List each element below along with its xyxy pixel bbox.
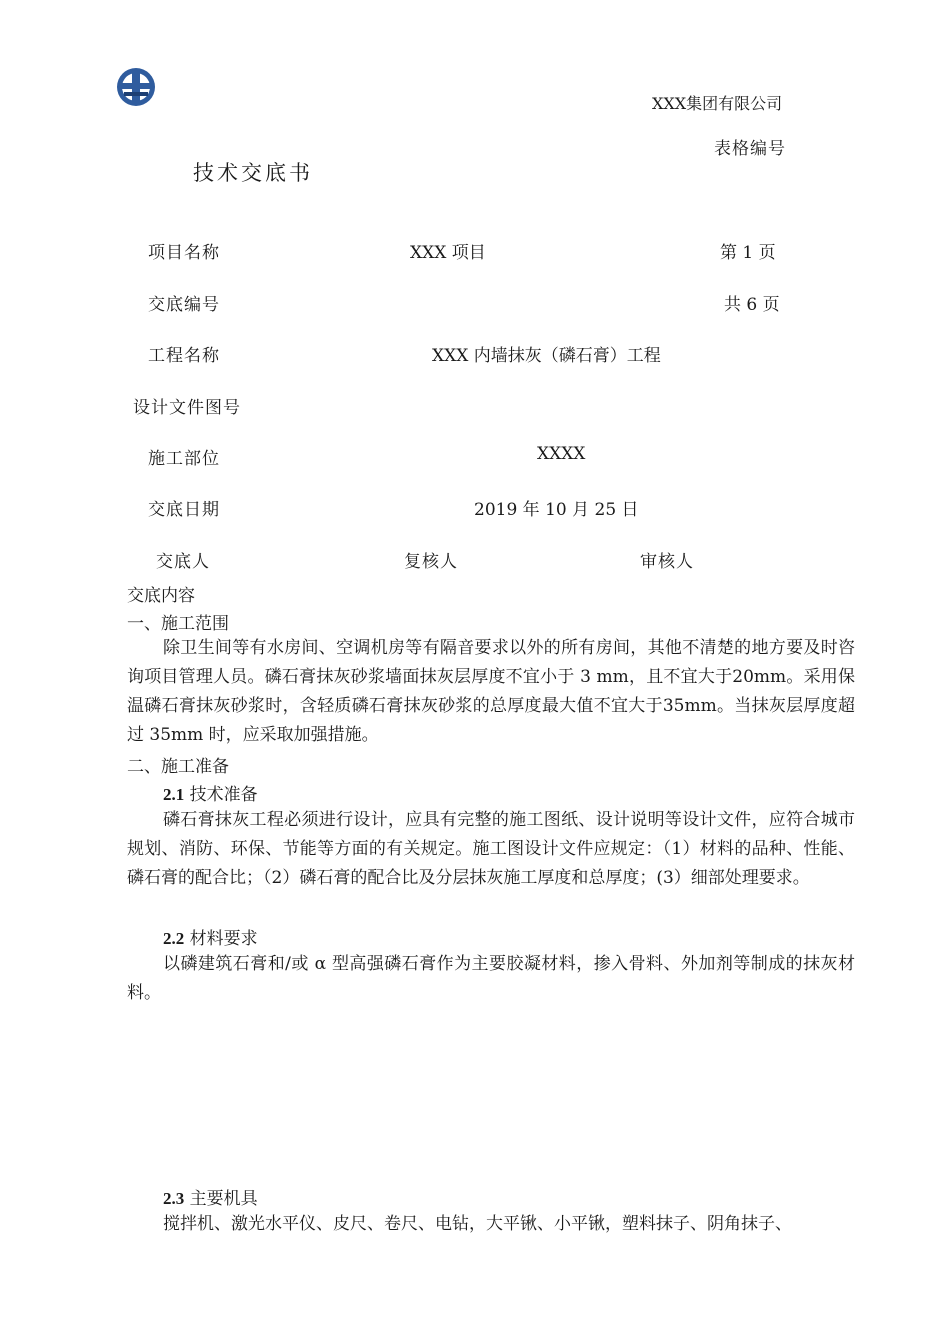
document-title: 技术交底书 bbox=[193, 161, 313, 185]
section-2-1-title: 技术准备 bbox=[189, 785, 258, 805]
engineering-name-label: 工程名称 bbox=[148, 346, 220, 366]
discloser-label: 交底人 bbox=[156, 552, 210, 572]
section-2-2-paragraph: 以磷建筑石膏和/或 α 型高强磷石膏作为主要胶凝材料，掺入骨料、外加剂等制成的抹灰材料。 bbox=[127, 954, 855, 1003]
section-2-1-paragraph: 磷石膏抹灰工程必须进行设计，应具有完整的施工图纸、设计说明等设计文件，应符合城市规划、消防、环保、节能等方面的有关规定。施工图设计文件应规定：（1）材料的品种、性能、磷石膏的配合比；（2）磷石膏的配合比及分层抹灰施工厚度和总厚度；(3）细部处理要求。 bbox=[127, 810, 855, 888]
approver-label: 审核人 bbox=[640, 552, 694, 572]
content-heading: 交底内容 bbox=[127, 586, 195, 606]
section-2-2-heading bbox=[163, 924, 258, 949]
section-1-paragraph: 除卫生间等有水房间、空调机房等有隔音要求以外的所有房间，其他不清楚的地方要及时咨询项目管理人员。磷石膏抹灰砂浆墙面抹灰层厚度不宜小于 3 mm，且不宜大于20mm。采用保温磷石膏抹灰砂浆时，含轻质磷石膏抹灰砂浆的总厚度最大值不宜大于35mm。当抹灰层厚度超过 35mm 时，应采取加强措施。 bbox=[127, 638, 855, 745]
project-name-label: 项目名称 bbox=[148, 243, 220, 263]
section-1-title: 一、施工范围 bbox=[127, 614, 229, 634]
disclosure-date-value: 2019 年 10 月 25 日 bbox=[474, 500, 639, 520]
form-number-label: 表格编号 bbox=[714, 139, 786, 159]
construction-part-value: XXXX bbox=[537, 444, 586, 464]
page-total: 共 6 页 bbox=[724, 295, 780, 315]
section-2-3-title: 主要机具 bbox=[189, 1189, 258, 1209]
company-logo-icon bbox=[112, 66, 160, 108]
reviewer-label: 复核人 bbox=[404, 552, 458, 572]
section-2-title: 二、施工准备 bbox=[127, 757, 229, 777]
design-document-label: 设计文件图号 bbox=[133, 398, 241, 418]
section-2-3-number: 2.3 bbox=[163, 1189, 185, 1208]
section-2-1-number: 2.1 bbox=[163, 785, 185, 804]
section-2-1-heading bbox=[163, 780, 258, 805]
company-name: XXX集团有限公司 bbox=[652, 94, 783, 113]
disclosure-number-label: 交底编号 bbox=[148, 295, 220, 315]
construction-part-label: 施工部位 bbox=[148, 449, 220, 469]
section-2-2-number: 2.2 bbox=[163, 929, 185, 948]
section-2-3-heading bbox=[163, 1184, 258, 1209]
section-2-3-paragraph: 搅拌机、激光水平仪、皮尺、卷尺、电钻，大平锹、小平锹，塑料抹子、阴角抹子、 bbox=[163, 1214, 792, 1234]
engineering-name-value: XXX 内墙抹灰（磷石膏）工程 bbox=[432, 346, 661, 366]
page-current: 第 1 页 bbox=[720, 243, 776, 263]
disclosure-date-label: 交底日期 bbox=[148, 500, 220, 520]
section-2-2-title: 材料要求 bbox=[189, 929, 258, 949]
project-name-value: XXX 项目 bbox=[410, 243, 486, 263]
